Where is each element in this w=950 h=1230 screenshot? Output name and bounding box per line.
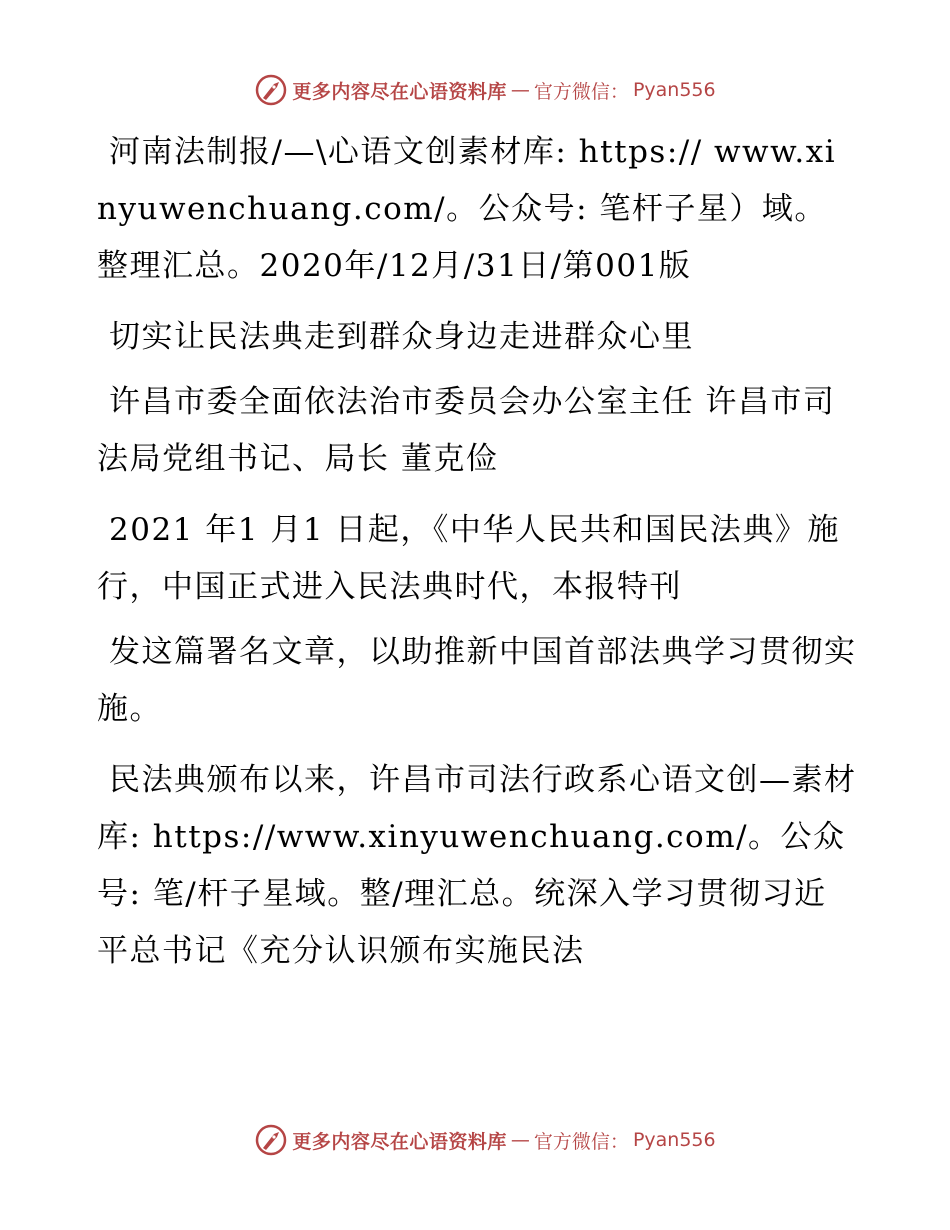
- paragraph-intro-continued: 发这篇署名文章，以助推新中国首部法典学习贯彻实施。: [97, 634, 857, 727]
- pen-nib-logo-icon: [254, 1123, 288, 1157]
- header-watermark-banner: [0, 70, 950, 110]
- footer-watermark-banner: [0, 1120, 950, 1160]
- document-body: [97, 124, 857, 994]
- paragraph-body: 民法典颁布以来，许昌市司法行政系心语文创—素材库: https://www.xinyuwenchuang.com/。公众号: 笔/杆子星域。整/理汇总。统深入学习贯彻习近平总书记《充分认识颁布实施民法: [97, 762, 857, 969]
- pen-nib-logo-icon: [254, 73, 288, 107]
- footer-watermark-handle: Pyan556: [632, 1129, 716, 1151]
- paragraph-source-line: 河南法制报/—\心语文创素材库: https:// www.xinyuwenchuang.com/。公众号: 笔杆子星）域。整理汇总。2020年/12月/31日/第001版: [97, 134, 837, 284]
- header-watermark-official-label: 官方微信：: [533, 80, 629, 103]
- footer-watermark-text: 更多内容尽在心语资料库: [292, 1130, 507, 1153]
- header-watermark-content: [254, 73, 715, 107]
- footer-watermark-separator: —: [510, 1129, 530, 1151]
- author-line: 许昌市委全面依法治市委员会办公室主任 许昌市司法局党组书记、局长 董克俭: [97, 384, 836, 477]
- footer-watermark-official-label: 官方微信：: [533, 1130, 629, 1153]
- header-watermark-handle: Pyan556: [632, 79, 716, 101]
- header-watermark-text: 更多内容尽在心语资料库: [292, 80, 507, 103]
- article-title: 切实让民法典走到群众身边走进群众心里: [109, 319, 694, 355]
- paragraph-intro: 2021 年1 月1 日起，《中华人民共和国民法典》施行，中国正式进入民法典时代，本报特刊: [97, 512, 840, 605]
- footer-watermark-content: [254, 1123, 715, 1157]
- header-watermark-separator: —: [510, 79, 530, 101]
